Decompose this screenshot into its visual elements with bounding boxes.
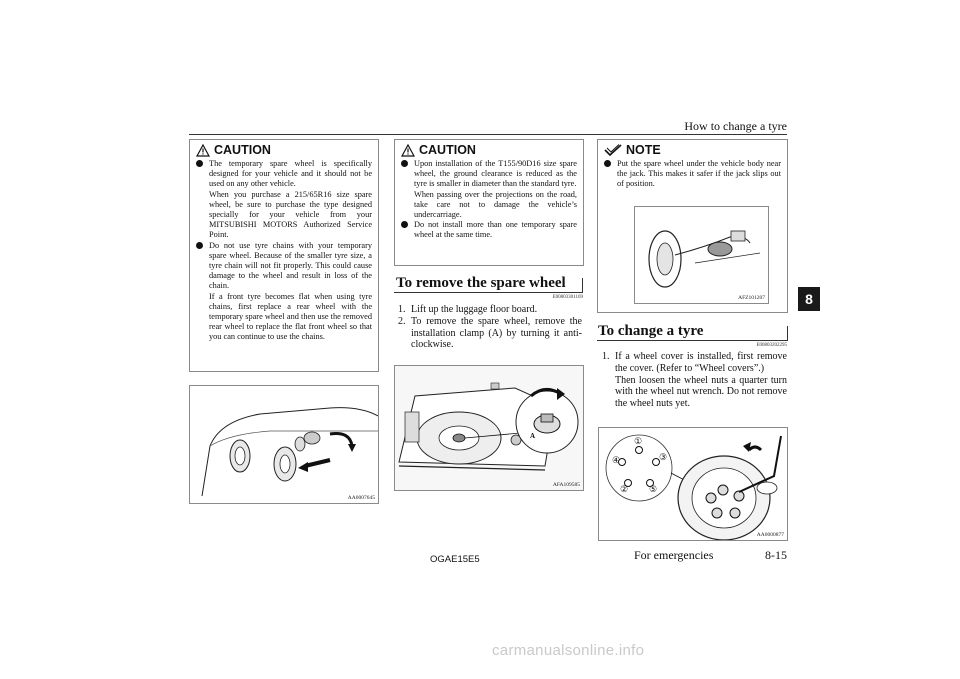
steps-change-tyre [598,351,787,410]
bullet-dot [604,160,611,167]
step-text: Lift up the luggage floor board. [411,304,538,315]
caution-list [190,159,378,349]
step-text: To remove the spare wheel, remove the installation clamp (A) by turning it anti-clockwise. [411,315,582,351]
running-header: How to change a tyre [684,119,787,133]
step-number: 1. [602,351,610,362]
section-title-change-tyre: To change a tyre [598,323,704,339]
footer-section-name: For emergencies [634,548,714,562]
note-check-icon [604,144,622,156]
note-box [597,139,788,313]
caution-item [196,159,372,241]
bullet-dot [401,221,408,228]
nut-label-5: ⑤ [649,484,658,494]
figure-luggage-floor-clamp [394,365,584,491]
nut-label-1: ① [634,436,643,446]
figure-spare-wheel-vehicle [189,385,379,504]
caution-text: Upon installation of the T155/90D16 size spare wheel, the ground clearance is reduced as the tyre is smaller in diameter than the standard tyre. [414,159,577,189]
caution-heading [395,140,583,159]
spare-wheel-jack-illustration [635,207,768,303]
spare-wheel-clamp-illustration [395,366,583,490]
figure-code: AA0000877 [756,532,784,538]
caution-text: When passing over the projections on the road, take care not to damage the vehicle’s undercarriage. [414,189,577,220]
section-rule-tick [582,278,583,292]
section-title-remove-spare: To remove the spare wheel [396,275,566,291]
caution-heading [190,140,378,159]
footer-page-number: 8-15 [765,548,787,562]
bullet-dot [401,160,408,167]
chapter-tab: 8 [798,287,820,311]
figure-code: AFZ101207 [738,295,765,301]
step-text: Then loosen the wheel nuts a quarter turn with the wheel nut wrench. Do not remove the wheel nuts yet. [615,374,787,410]
caution-text: The temporary spare wheel is specifically designed for your vehicle and it should not be used on any other vehicle. [209,159,372,189]
step-number: 2. [398,315,406,327]
footer-document-code: OGAE15E5 [430,554,480,565]
section-code: E00803202295 [756,343,787,348]
caution-label: CAUTION [214,143,271,157]
warning-triangle-icon [196,144,210,157]
warning-triangle-icon [401,144,415,157]
caution-item [401,220,577,240]
step-item [598,351,787,410]
note-list [598,159,787,196]
note-text: Put the spare wheel under the vehicle body near the jack. This makes it safer if the jack slips out of position. [617,159,781,189]
note-item [604,159,781,190]
header-rule [189,134,787,135]
nut-label-2: ② [620,484,629,494]
step-text: If a wheel cover is installed, first remove the cover. (Refer to “Wheel covers”.) [615,351,787,374]
nut-label-3: ③ [659,452,668,462]
caution-item [196,241,372,343]
figure-spare-under-body [634,206,769,304]
caution-label: CAUTION [419,143,476,157]
caution-text: Do not use tyre chains with your temporary spare wheel. Because of the smaller tyre size, a tyre chain will not fit properly. This could cause damage to the wheel and result in loss of the chain. [209,240,372,291]
caution-text: Do not install more than one temporary spare wheel at the same time. [414,220,577,240]
caution-text: If a front tyre becomes flat when using tyre chains, first replace a rear wheel with the temporary spare wheel and then use the removed rear wheel to replace the flat front wheel so that you can continue to use the chains. [209,291,372,342]
figure-code: AA0007645 [347,495,375,501]
caution-box-2 [394,139,584,266]
nut-label-4: ④ [612,455,621,465]
caution-text: When you purchase a 215/65R16 size spare wheel, be sure to purchase the type designed specially for your vehicle from your MITSUBISHI MOTORS Authorized Service Point. [209,189,372,240]
note-label: NOTE [626,143,661,157]
steps-remove-spare [394,304,582,351]
figure-wheel-nut-order [598,427,788,541]
bullet-dot [196,242,203,249]
caution-list [395,159,583,247]
step-number: 1. [398,304,406,315]
watermark: carmanualsonline.info [492,642,645,659]
note-heading [598,140,787,159]
section-rule [394,292,583,293]
vehicle-rear-illustration [190,386,378,503]
section-code: E00803301169 [552,295,583,300]
step-item [394,304,582,316]
section-rule-tick [787,326,788,340]
bullet-dot [196,160,203,167]
figure-code: AFA109585 [552,482,580,488]
caution-item [401,159,577,220]
step-item [394,316,582,351]
section-rule [597,340,788,341]
caution-box-1 [189,139,379,372]
callout-label-a: A [530,432,536,440]
